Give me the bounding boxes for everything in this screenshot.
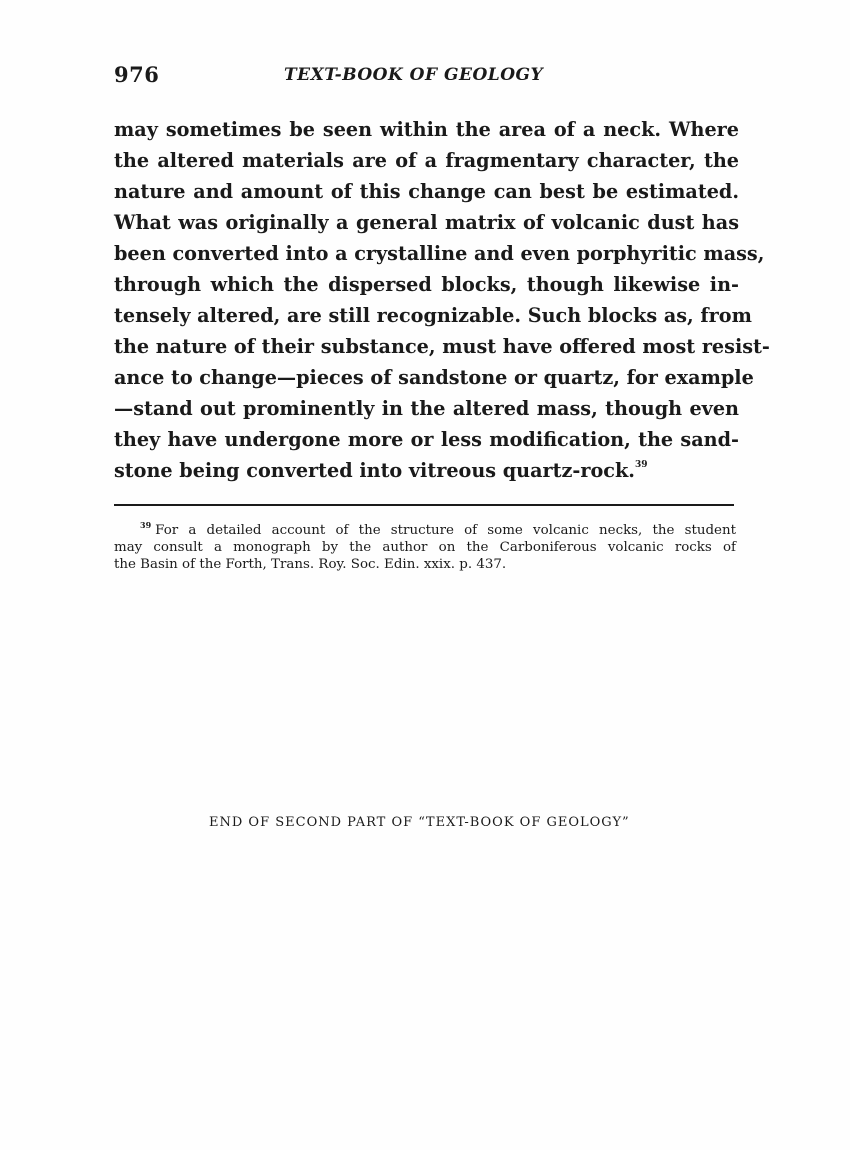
footnote-marker: 39 (140, 520, 152, 530)
body-line-last (114, 455, 739, 486)
footnote (114, 522, 736, 573)
body-line: ance to change—pieces of sandstone or quartz, for example (114, 366, 754, 389)
footnote-line (114, 522, 736, 539)
body-line: —stand out prominently in the altered mass, though even (114, 397, 739, 420)
body-line: may sometimes be seen within the area of a neck. Where (114, 118, 739, 141)
body-line: been converted into a crystalline and even porphyritic mass, (114, 242, 765, 265)
footnote-text: For a detailed account of the structure of some volcanic necks, the student (155, 523, 736, 538)
footnote-line: the Basin of the Forth, Trans. Roy. Soc. Edin. xxix. p. 437. (114, 557, 507, 572)
footnote-line: may consult a monograph by the author on the Carboniferous volcanic rocks of (114, 540, 736, 555)
body-line: they have undergone more or less modification, the sand- (114, 428, 739, 451)
footnote-reference[interactable]: 39 (634, 460, 648, 470)
body-line: the nature of their substance, must have offered most resist- (114, 335, 770, 358)
body-paragraph (114, 114, 770, 486)
page-number: 976 (114, 62, 160, 87)
footnote-divider (114, 504, 734, 506)
body-line: What was originally a general matrix of volcanic dust has (114, 211, 739, 234)
body-line: the altered materials are of a fragmentary character, the (114, 149, 739, 172)
body-line: tensely altered, are still recognizable. Such blocks as, from (114, 304, 752, 327)
running-head (114, 62, 736, 92)
body-line: nature and amount of this change can best be estimated. (114, 180, 739, 203)
body-line: through which the dispersed blocks, though likewise in- (114, 273, 739, 296)
body-line-text: stone being converted into vitreous quartz-rock. (114, 459, 635, 482)
running-title: TEXT-BOOK OF GEOLOGY (284, 65, 544, 85)
end-of-part-notice: END OF SECOND PART OF “TEXT-BOOK OF GEOLOGY” (209, 815, 630, 830)
